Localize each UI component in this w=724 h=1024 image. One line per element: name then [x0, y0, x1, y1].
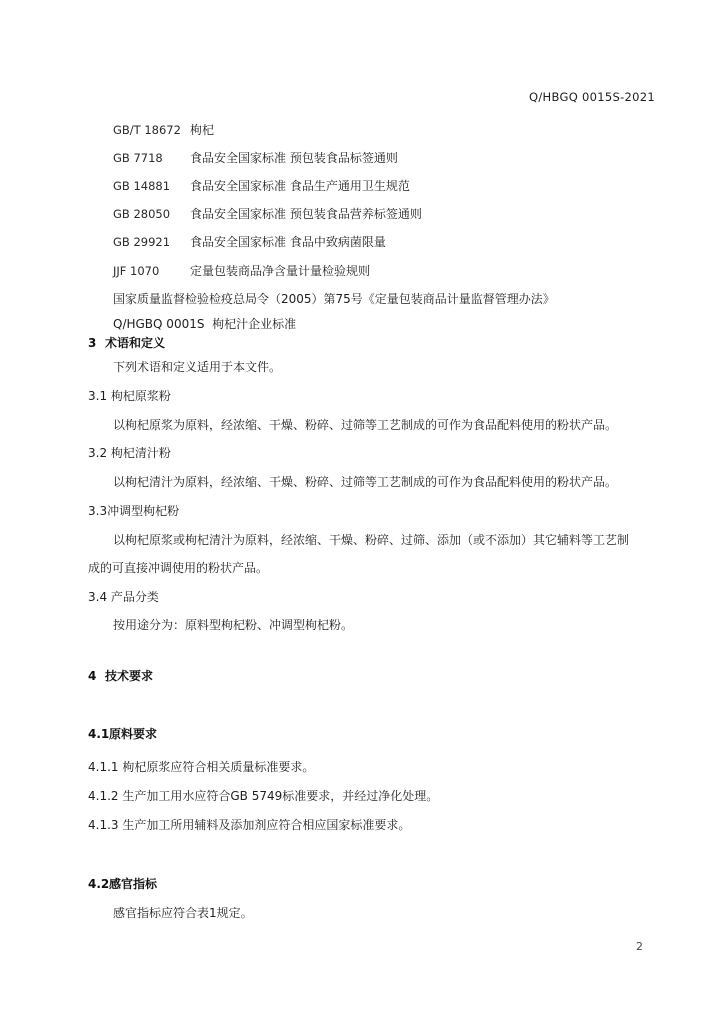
subsection-4-2-number: 4.2 [88, 877, 110, 891]
reference-note: 国家质量监督检验检疫总局令（2005）第75号《定量包装商品计量监督管理办法》 [113, 292, 555, 306]
reference-title: 食品安全国家标准 预包装食品标签通则 [190, 151, 398, 165]
term-definition: 以枸杞原浆为原料，经浓缩、干燥、粉碎、过筛等工艺制成的可作为食品配料使用的粉状产品。 [113, 418, 618, 432]
reference-code: GB 29921 [113, 235, 171, 249]
reference-title: 定量包装商品净含量计量检验规则 [190, 264, 371, 278]
reference-note: Q/HGBQ 0001S 枸杞汁企业标准 [113, 317, 297, 331]
subsection-4-1-title: 原料要求 [109, 727, 158, 741]
page-number: 2 [636, 940, 643, 953]
reference-title: 食品安全国家标准 预包装食品营养标签通则 [190, 207, 422, 221]
reference-title: 食品安全国家标准 食品中致病菌限量 [190, 235, 386, 249]
subsection-4-2-text: 感官指标应符合表1规定。 [113, 906, 253, 920]
section-3-number: 3 [88, 336, 97, 350]
reference-code: GB 7718 [113, 151, 163, 165]
term-heading: 3.1 枸杞原浆粉 [88, 389, 171, 403]
section-3-title: 术语和定义 [105, 336, 166, 350]
term-heading: 3.4 产品分类 [88, 590, 159, 604]
term-heading: 3.2 枸杞清汁粉 [88, 446, 171, 460]
section-3-intro: 下列术语和定义适用于本文件。 [113, 360, 282, 374]
section-4-number: 4 [88, 669, 97, 683]
reference-code: GB 28050 [113, 207, 171, 221]
reference-title: 食品安全国家标准 食品生产通用卫生规范 [190, 179, 410, 193]
reference-title: 枸杞 [190, 123, 215, 137]
term-definition: 以枸杞清汁为原料，经浓缩、干燥、粉碎、过筛等工艺制成的可作为食品配料使用的粉状产品。 [113, 475, 618, 489]
subsection-4-2-title: 感官指标 [109, 877, 158, 891]
term-definition: 按用途分为：原料型枸杞粉、冲调型枸杞粉。 [113, 618, 354, 632]
reference-code: JJF 1070 [113, 264, 160, 278]
reference-code: GB/T 18672 [113, 123, 181, 137]
reference-code: GB 14881 [113, 179, 171, 193]
section-4-title: 技术要求 [105, 669, 154, 683]
term-heading: 3.3冲调型枸杞粉 [88, 504, 180, 518]
requirement-item: 4.1.1 枸杞原浆应符合相关质量标准要求。 [88, 760, 315, 774]
requirement-item: 4.1.3 生产加工所用辅料及添加剂应符合相应国家标准要求。 [88, 818, 411, 832]
subsection-4-1-number: 4.1 [88, 727, 110, 741]
term-definition-continued: 成的可直接冲调使用的粉状产品。 [88, 561, 269, 575]
term-definition: 以枸杞原浆或枸杞清汁为原料，经浓缩、干燥、粉碎、过筛、添加（或不添加）其它辅料等工艺制 [113, 533, 630, 547]
standard-code-header: Q/HBGQ 0015S-2021 [529, 90, 655, 104]
requirement-item: 4.1.2 生产加工用水应符合GB 5749标准要求，并经过净化处理。 [88, 789, 439, 803]
